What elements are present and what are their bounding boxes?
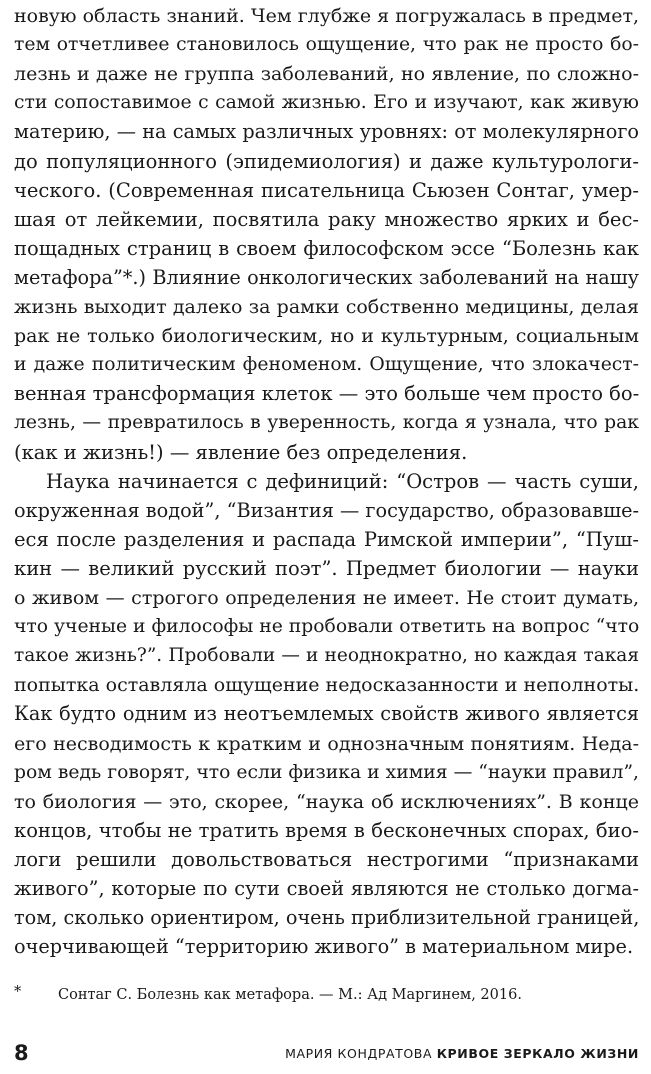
text-line: новую область знаний. Чем глубже я погружалась в предмет, [14, 5, 639, 27]
text-line: о живом — строгого определения не имеет. Не стоит думать, [14, 587, 639, 609]
running-head-book-title: КРИВОЕ ЗЕРКАЛО ЖИЗНИ [436, 1046, 639, 1061]
text-line: ром ведь говорят, что если физика и химия — “науки правил”, [14, 761, 639, 783]
text-line: Как будто одним из неотъемлемых свойств живого является [14, 702, 639, 726]
text-line: тем отчетливее становилось ощущение, что рак не просто бо- [14, 34, 639, 56]
text-line: кин — великий русский поэт”. Предмет биологии — науки [14, 556, 639, 580]
text-line: жизнь выходит далеко за рамки собственно медицины, делая [14, 296, 639, 318]
footnote [14, 983, 639, 1007]
footnote-text: Сонтаг С. Болезнь как метафора. — М.: Ад Маргинем, 2016. [58, 987, 522, 1003]
text-line: материю, — на самых различных уровнях: от молекулярного [14, 120, 639, 144]
text-line: живого”, которые по сути своей являются не столько догма- [14, 877, 639, 900]
page-number: 8 [14, 1041, 29, 1065]
text-line: шая от лейкемии, посвятила раку множество ярких и бес- [14, 207, 639, 231]
running-head [285, 1044, 639, 1064]
text-line: сти сопоставимое с самой жизнью. Его и изучают, как живую [14, 92, 639, 114]
text-line: (как и жизнь!) — явление без определения. [14, 440, 468, 464]
text-line: такое жизнь?”. Пробовали — и неоднократно, но каждая такая [14, 645, 639, 667]
text-line: лезнь и даже не группа заболеваний, но явление, по сложно- [14, 63, 639, 86]
text-line: и даже политическим феноменом. Ощущение, что злокачест- [14, 354, 639, 376]
text-line: то биология — это, скорее, “наука об исключениях”. В конце [14, 790, 639, 813]
running-head-author: МАРИЯ КОНДРАТОВА [285, 1046, 433, 1061]
text-line: метафора”*.) Влияние онкологических заболеваний на нашу [14, 265, 639, 289]
text-line: венная трансформация клеток — это больше чем просто бо- [14, 382, 640, 406]
text-line: окруженная водой”, “Византия — государство, образовавше- [14, 498, 639, 522]
text-line: логи решили довольствоваться нестрогими “признаками [14, 847, 639, 871]
text-line: еся после разделения и распада Римской империи”, “Пуш- [14, 527, 639, 551]
text-line: очерчивающей “территорию живого” в материальном мире. [14, 935, 634, 959]
text-line: его несводимость к кратким и однозначным понятиям. Недa- [14, 732, 639, 755]
text-line: том, сколько ориентиром, очень приблизительной границей, [14, 906, 640, 930]
text-line: рак не только биологическим, но и культурным, социальным [14, 325, 639, 348]
text-line: концов, чтобы не тратить время в бесконечных спорах, био- [14, 818, 639, 842]
text-line: пощадных страниц в своем философском эссе “Болезнь как [14, 236, 639, 260]
text-line: попытка оставляла ощущение недосказанности и неполноты. [14, 674, 640, 697]
footnote-mark: * [14, 984, 22, 1000]
text-line: ческого. (Современная писательница Сьюзен Сонтаг, умер- [14, 178, 639, 202]
text-line: Наука начинается с дефиниций: “Остров — часть суши, [46, 469, 639, 493]
text-line: лезнь, — превратилось в уверенность, когда я узнала, что рак [14, 412, 639, 434]
text-line: что ученые и философы не пробовали ответить на вопрос “что [14, 616, 640, 638]
book-page [14, 0, 639, 1074]
text-line: до популяционного (эпидемиология) и даже культурологи- [14, 149, 639, 173]
